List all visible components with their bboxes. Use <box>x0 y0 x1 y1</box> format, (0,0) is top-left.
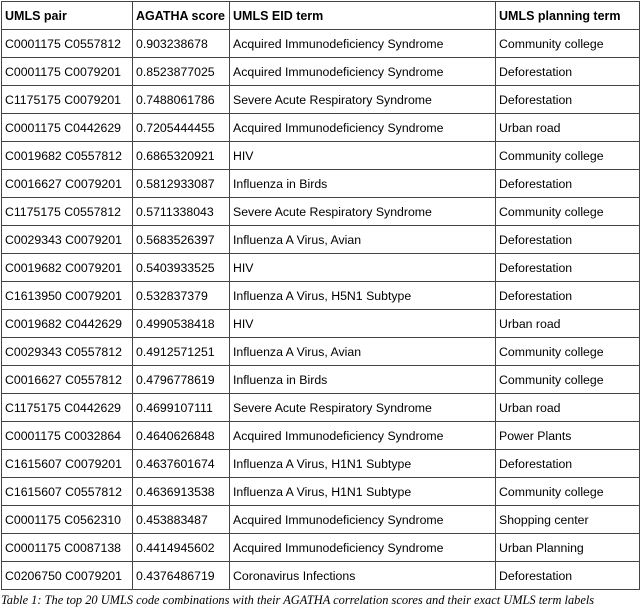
eid-term-cell: HIV <box>230 142 496 170</box>
table-row <box>2 142 640 170</box>
planning-term-cell: Urban road <box>496 114 640 142</box>
agatha-score-cell: 0.7488061786 <box>133 86 230 114</box>
agatha-score-cell: 0.5711338043 <box>133 198 230 226</box>
table-row <box>2 114 640 142</box>
table-row <box>2 58 640 86</box>
agatha-score-cell: 0.6865320921 <box>133 142 230 170</box>
umls-pair-cell: C0019682 C0557812 <box>2 142 133 170</box>
planning-term-cell: Deforestation <box>496 170 640 198</box>
eid-term-cell: Influenza A Virus, H1N1 Subtype <box>230 478 496 506</box>
agatha-score-cell: 0.8523877025 <box>133 58 230 86</box>
table-row <box>2 310 640 338</box>
table-row <box>2 478 640 506</box>
planning-term-cell: Deforestation <box>496 58 640 86</box>
eid-term-cell: Acquired Immunodeficiency Syndrome <box>230 506 496 534</box>
agatha-score-cell: 0.5812933087 <box>133 170 230 198</box>
umls-pair-cell: C0029343 C0557812 <box>2 338 133 366</box>
umls-pair-cell: C0206750 C0079201 <box>2 562 133 590</box>
table-caption: Table 1: The top 20 UMLS code combinations with their AGATHA correlation scores and their exact UMLS term labels <box>1 593 595 607</box>
umls-pair-cell: C1615607 C0079201 <box>2 450 133 478</box>
planning-term-cell: Community college <box>496 366 640 394</box>
eid-term-cell: Severe Acute Respiratory Syndrome <box>230 394 496 422</box>
eid-term-cell: Influenza A Virus, Avian <box>230 338 496 366</box>
umls-pair-cell: C0016627 C0557812 <box>2 366 133 394</box>
umls-pair-cell: C0001175 C0079201 <box>2 58 133 86</box>
table-row <box>2 338 640 366</box>
eid-term-cell: Influenza in Birds <box>230 170 496 198</box>
eid-term-cell: Influenza A Virus, Avian <box>230 226 496 254</box>
planning-term-cell: Power Plants <box>496 422 640 450</box>
umls-pair-cell: C0019682 C0442629 <box>2 310 133 338</box>
eid-term-cell: Acquired Immunodeficiency Syndrome <box>230 422 496 450</box>
planning-term-cell: Community college <box>496 142 640 170</box>
agatha-score-cell: 0.4796778619 <box>133 366 230 394</box>
planning-term-cell: Deforestation <box>496 282 640 310</box>
agatha-score-cell: 0.4640626848 <box>133 422 230 450</box>
header-planning-term: UMLS planning term <box>496 2 640 30</box>
agatha-score-cell: 0.4699107111 <box>133 394 230 422</box>
table-row <box>2 226 640 254</box>
planning-term-cell: Urban road <box>496 310 640 338</box>
table-row <box>2 366 640 394</box>
table-row <box>2 422 640 450</box>
planning-term-cell: Deforestation <box>496 86 640 114</box>
header-umls-pair: UMLS pair <box>2 2 133 30</box>
header-eid-term: UMLS EID term <box>230 2 496 30</box>
agatha-score-cell: 0.903238678 <box>133 30 230 58</box>
agatha-score-cell: 0.4376486719 <box>133 562 230 590</box>
table-row <box>2 86 640 114</box>
eid-term-cell: HIV <box>230 254 496 282</box>
eid-term-cell: Severe Acute Respiratory Syndrome <box>230 86 496 114</box>
table-row <box>2 30 640 58</box>
umls-pair-cell: C1613950 C0079201 <box>2 282 133 310</box>
table-row <box>2 198 640 226</box>
planning-term-cell: Community college <box>496 338 640 366</box>
table-row <box>2 254 640 282</box>
planning-term-cell: Community college <box>496 198 640 226</box>
table-row <box>2 506 640 534</box>
eid-term-cell: Influenza in Birds <box>230 366 496 394</box>
table-row <box>2 534 640 562</box>
eid-term-cell: Acquired Immunodeficiency Syndrome <box>230 30 496 58</box>
umls-pair-cell: C1175175 C0079201 <box>2 86 133 114</box>
agatha-score-cell: 0.7205444455 <box>133 114 230 142</box>
eid-term-cell: Acquired Immunodeficiency Syndrome <box>230 534 496 562</box>
planning-term-cell: Urban Planning <box>496 534 640 562</box>
planning-term-cell: Deforestation <box>496 450 640 478</box>
agatha-score-cell: 0.4414945602 <box>133 534 230 562</box>
umls-pair-cell: C0001175 C0562310 <box>2 506 133 534</box>
header-agatha-score: AGATHA score <box>133 2 230 30</box>
eid-term-cell: Influenza A Virus, H5N1 Subtype <box>230 282 496 310</box>
eid-term-cell: Acquired Immunodeficiency Syndrome <box>230 114 496 142</box>
table-row <box>2 282 640 310</box>
agatha-score-cell: 0.4912571251 <box>133 338 230 366</box>
planning-term-cell: Community college <box>496 30 640 58</box>
umls-pair-cell: C0029343 C0079201 <box>2 226 133 254</box>
planning-term-cell: Community college <box>496 478 640 506</box>
eid-term-cell: Acquired Immunodeficiency Syndrome <box>230 58 496 86</box>
agatha-score-cell: 0.4990538418 <box>133 310 230 338</box>
umls-table <box>1 1 640 590</box>
table-row <box>2 394 640 422</box>
eid-term-cell: Influenza A Virus, H1N1 Subtype <box>230 450 496 478</box>
table-row <box>2 562 640 590</box>
planning-term-cell: Shopping center <box>496 506 640 534</box>
planning-term-cell: Deforestation <box>496 254 640 282</box>
umls-pair-cell: C0001175 C0032864 <box>2 422 133 450</box>
umls-pair-cell: C0001175 C0557812 <box>2 30 133 58</box>
planning-term-cell: Deforestation <box>496 562 640 590</box>
agatha-score-cell: 0.4637601674 <box>133 450 230 478</box>
eid-term-cell: Severe Acute Respiratory Syndrome <box>230 198 496 226</box>
header-row <box>2 2 640 30</box>
agatha-score-cell: 0.453883487 <box>133 506 230 534</box>
agatha-score-cell: 0.5403933525 <box>133 254 230 282</box>
table-row <box>2 170 640 198</box>
umls-pair-cell: C0019682 C0079201 <box>2 254 133 282</box>
eid-term-cell: HIV <box>230 310 496 338</box>
umls-pair-cell: C1615607 C0557812 <box>2 478 133 506</box>
planning-term-cell: Urban road <box>496 394 640 422</box>
planning-term-cell: Deforestation <box>496 226 640 254</box>
agatha-score-cell: 0.532837379 <box>133 282 230 310</box>
eid-term-cell: Coronavirus Infections <box>230 562 496 590</box>
table-row <box>2 450 640 478</box>
umls-pair-cell: C1175175 C0557812 <box>2 198 133 226</box>
umls-pair-cell: C0001175 C0442629 <box>2 114 133 142</box>
umls-pair-cell: C0016627 C0079201 <box>2 170 133 198</box>
agatha-score-cell: 0.5683526397 <box>133 226 230 254</box>
umls-pair-cell: C0001175 C0087138 <box>2 534 133 562</box>
umls-pair-cell: C1175175 C0442629 <box>2 394 133 422</box>
agatha-score-cell: 0.4636913538 <box>133 478 230 506</box>
